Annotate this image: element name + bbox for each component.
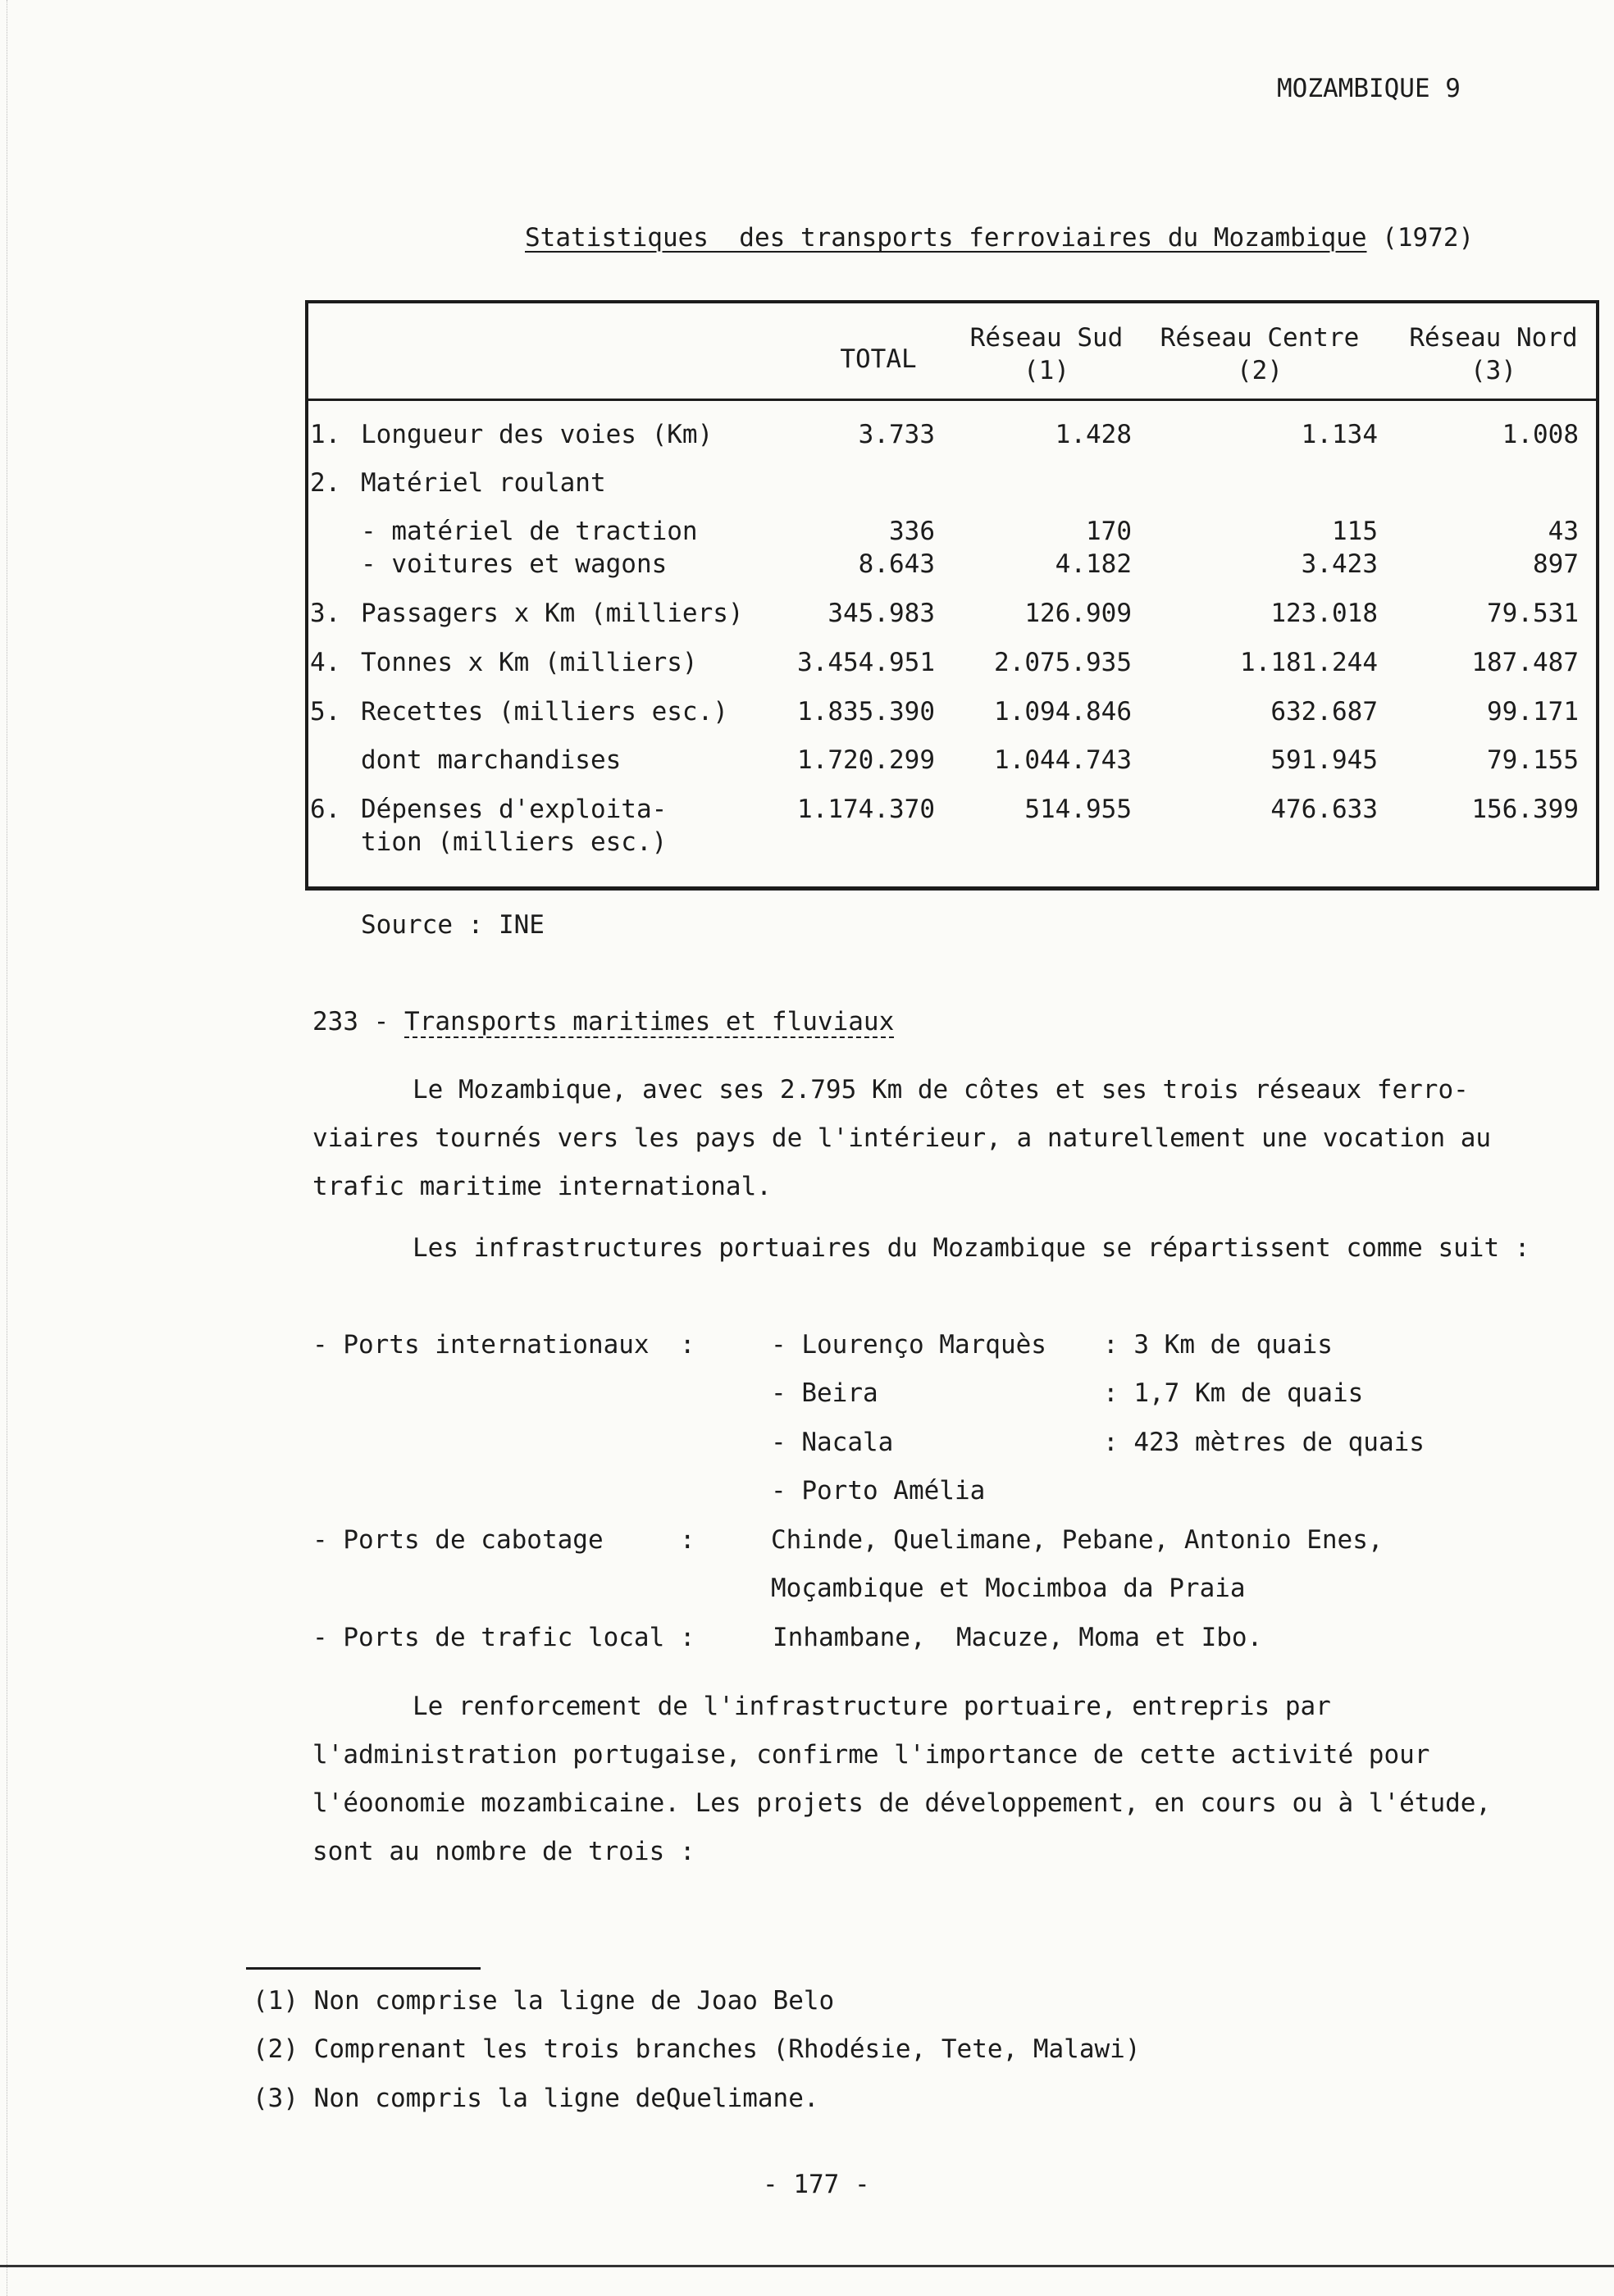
cell-centre: 1.134 [1301, 420, 1378, 449]
row-number: 6. [310, 795, 341, 824]
table-header-rule [308, 399, 1596, 401]
cell-total: 1.835.390 [797, 697, 935, 727]
port-detail: : 423 mètres de quais [1103, 1428, 1425, 1457]
row-label: Dépenses d'exploita- [361, 795, 668, 824]
cell-total: 1.720.299 [797, 745, 935, 775]
row-label: - voitures et wagons [361, 549, 668, 579]
cell-total: 336 [889, 517, 935, 546]
cell-centre: 3.423 [1301, 549, 1378, 579]
cell-nord: 156.399 [1471, 795, 1579, 824]
row-label: - matériel de traction [361, 517, 698, 546]
footnote-3: (3) Non compris la ligne deQuelimane. [253, 2084, 819, 2113]
cell-nord: 897 [1533, 549, 1579, 579]
port-name: - Nacala [771, 1428, 894, 1457]
port-name: - Beira [771, 1378, 878, 1408]
row-number: 3. [310, 599, 341, 628]
col-header-total: TOTAL [840, 344, 917, 374]
cell-centre: 115 [1332, 517, 1378, 546]
row-label: Tonnes x Km (milliers) [361, 648, 698, 677]
table-title-text: Statistiques des transports ferroviaires du Mozambique [525, 223, 1367, 253]
port-detail: : 1,7 Km de quais [1103, 1378, 1364, 1408]
col-header-sud-note: (1) [1024, 356, 1069, 385]
ports-cabotage-list: Chinde, Quelimane, Pebane, Antonio Enes, [771, 1525, 1384, 1555]
cell-sud: 2.075.935 [994, 648, 1132, 677]
cell-sud: 170 [1086, 517, 1132, 546]
cell-nord: 79.531 [1487, 599, 1579, 628]
ports-cabotage-label: - Ports de cabotage : [312, 1525, 695, 1555]
paragraph-1: Le Mozambique, avec ses 2.795 Km de côtes et ses trois réseaux ferro-viaires tournés vers les pays de l'intérieur, a naturellement une vocation au trafic maritime international. [312, 1075, 1492, 1201]
col-header-centre-note: (2) [1237, 356, 1283, 385]
paragraph-3: Le renforcement de l'infrastructure portuaire, entrepris par l'administration portugaise, confirme l'importance de cette activité pour l'éoonomie mozambicaine. Les projets de développement, en cours ou à l'étude, sont au nombre de trois : [312, 1692, 1492, 1866]
page-header: MOZAMBIQUE 9 [1277, 74, 1461, 103]
row-label-continued: tion (milliers esc.) [361, 827, 668, 857]
cell-sud: 4.182 [1055, 549, 1132, 579]
row-label: Passagers x Km (milliers) [361, 599, 744, 628]
footnote-separator [246, 1967, 481, 1970]
ports-cabotage-list-continued: Moçambique et Mocimboa da Praia [771, 1574, 1246, 1603]
row-number: 2. [310, 468, 341, 498]
table-source: Source : INE [361, 910, 545, 940]
port-name: - Porto Amélia [771, 1476, 986, 1506]
cell-centre: 1.181.244 [1240, 648, 1378, 677]
cell-nord: 1.008 [1502, 420, 1579, 449]
cell-centre: 591.945 [1270, 745, 1378, 775]
paragraph-2: Les infrastructures portuaires du Mozambique se répartissent comme suit : [413, 1233, 1530, 1263]
cell-total: 3.733 [858, 420, 935, 449]
ports-local-label: - Ports de trafic local : [312, 1623, 695, 1652]
table-title [525, 223, 1474, 253]
cell-sud: 514.955 [1024, 795, 1132, 824]
cell-nord: 187.487 [1471, 648, 1579, 677]
cell-centre: 123.018 [1270, 599, 1378, 628]
cell-nord: 99.171 [1487, 697, 1579, 727]
col-header-centre: Réseau Centre [1160, 323, 1360, 353]
row-number: 5. [310, 697, 341, 727]
cell-centre: 476.633 [1270, 795, 1378, 824]
row-label: Longueur des voies (Km) [361, 420, 714, 449]
cell-sud: 1.094.846 [994, 697, 1132, 727]
section-heading [312, 1007, 894, 1036]
cell-total: 345.983 [828, 599, 935, 628]
row-label: dont marchandises [361, 745, 622, 775]
page-bottom-rule [0, 2265, 1614, 2267]
ports-intl-label: - Ports internationaux : [312, 1330, 695, 1360]
row-number: 1. [310, 420, 341, 449]
cell-sud: 1.044.743 [994, 745, 1132, 775]
cell-total: 8.643 [858, 549, 935, 579]
page-number: - 177 - [763, 2170, 870, 2199]
ports-local-list: Inhambane, Macuze, Moma et Ibo. [773, 1623, 1263, 1652]
footnote-2: (2) Comprenant les trois branches (Rhodésie, Tete, Malawi) [253, 2034, 1141, 2064]
cell-total: 3.454.951 [797, 648, 935, 677]
section-title: Transports maritimes et fluviaux [404, 1007, 895, 1036]
row-label: Matériel roulant [361, 468, 606, 498]
col-header-nord: Réseau Nord [1409, 323, 1578, 353]
section-number: 233 - [312, 1007, 390, 1036]
cell-nord: 79.155 [1487, 745, 1579, 775]
cell-total: 1.174.370 [797, 795, 935, 824]
row-number: 4. [310, 648, 341, 677]
table-title-year: (1972) [1382, 223, 1475, 253]
cell-sud: 1.428 [1055, 420, 1132, 449]
port-name: - Lourenço Marquès [771, 1330, 1046, 1360]
footnote-1: (1) Non comprise la ligne de Joao Belo [253, 1986, 835, 2016]
row-label: Recettes (milliers esc.) [361, 697, 728, 727]
cell-nord: 43 [1548, 517, 1579, 546]
col-header-nord-note: (3) [1470, 356, 1516, 385]
cell-centre: 632.687 [1270, 697, 1378, 727]
col-header-sud: Réseau Sud [969, 323, 1124, 353]
cell-sud: 126.909 [1024, 599, 1132, 628]
port-detail: : 3 Km de quais [1103, 1330, 1333, 1360]
